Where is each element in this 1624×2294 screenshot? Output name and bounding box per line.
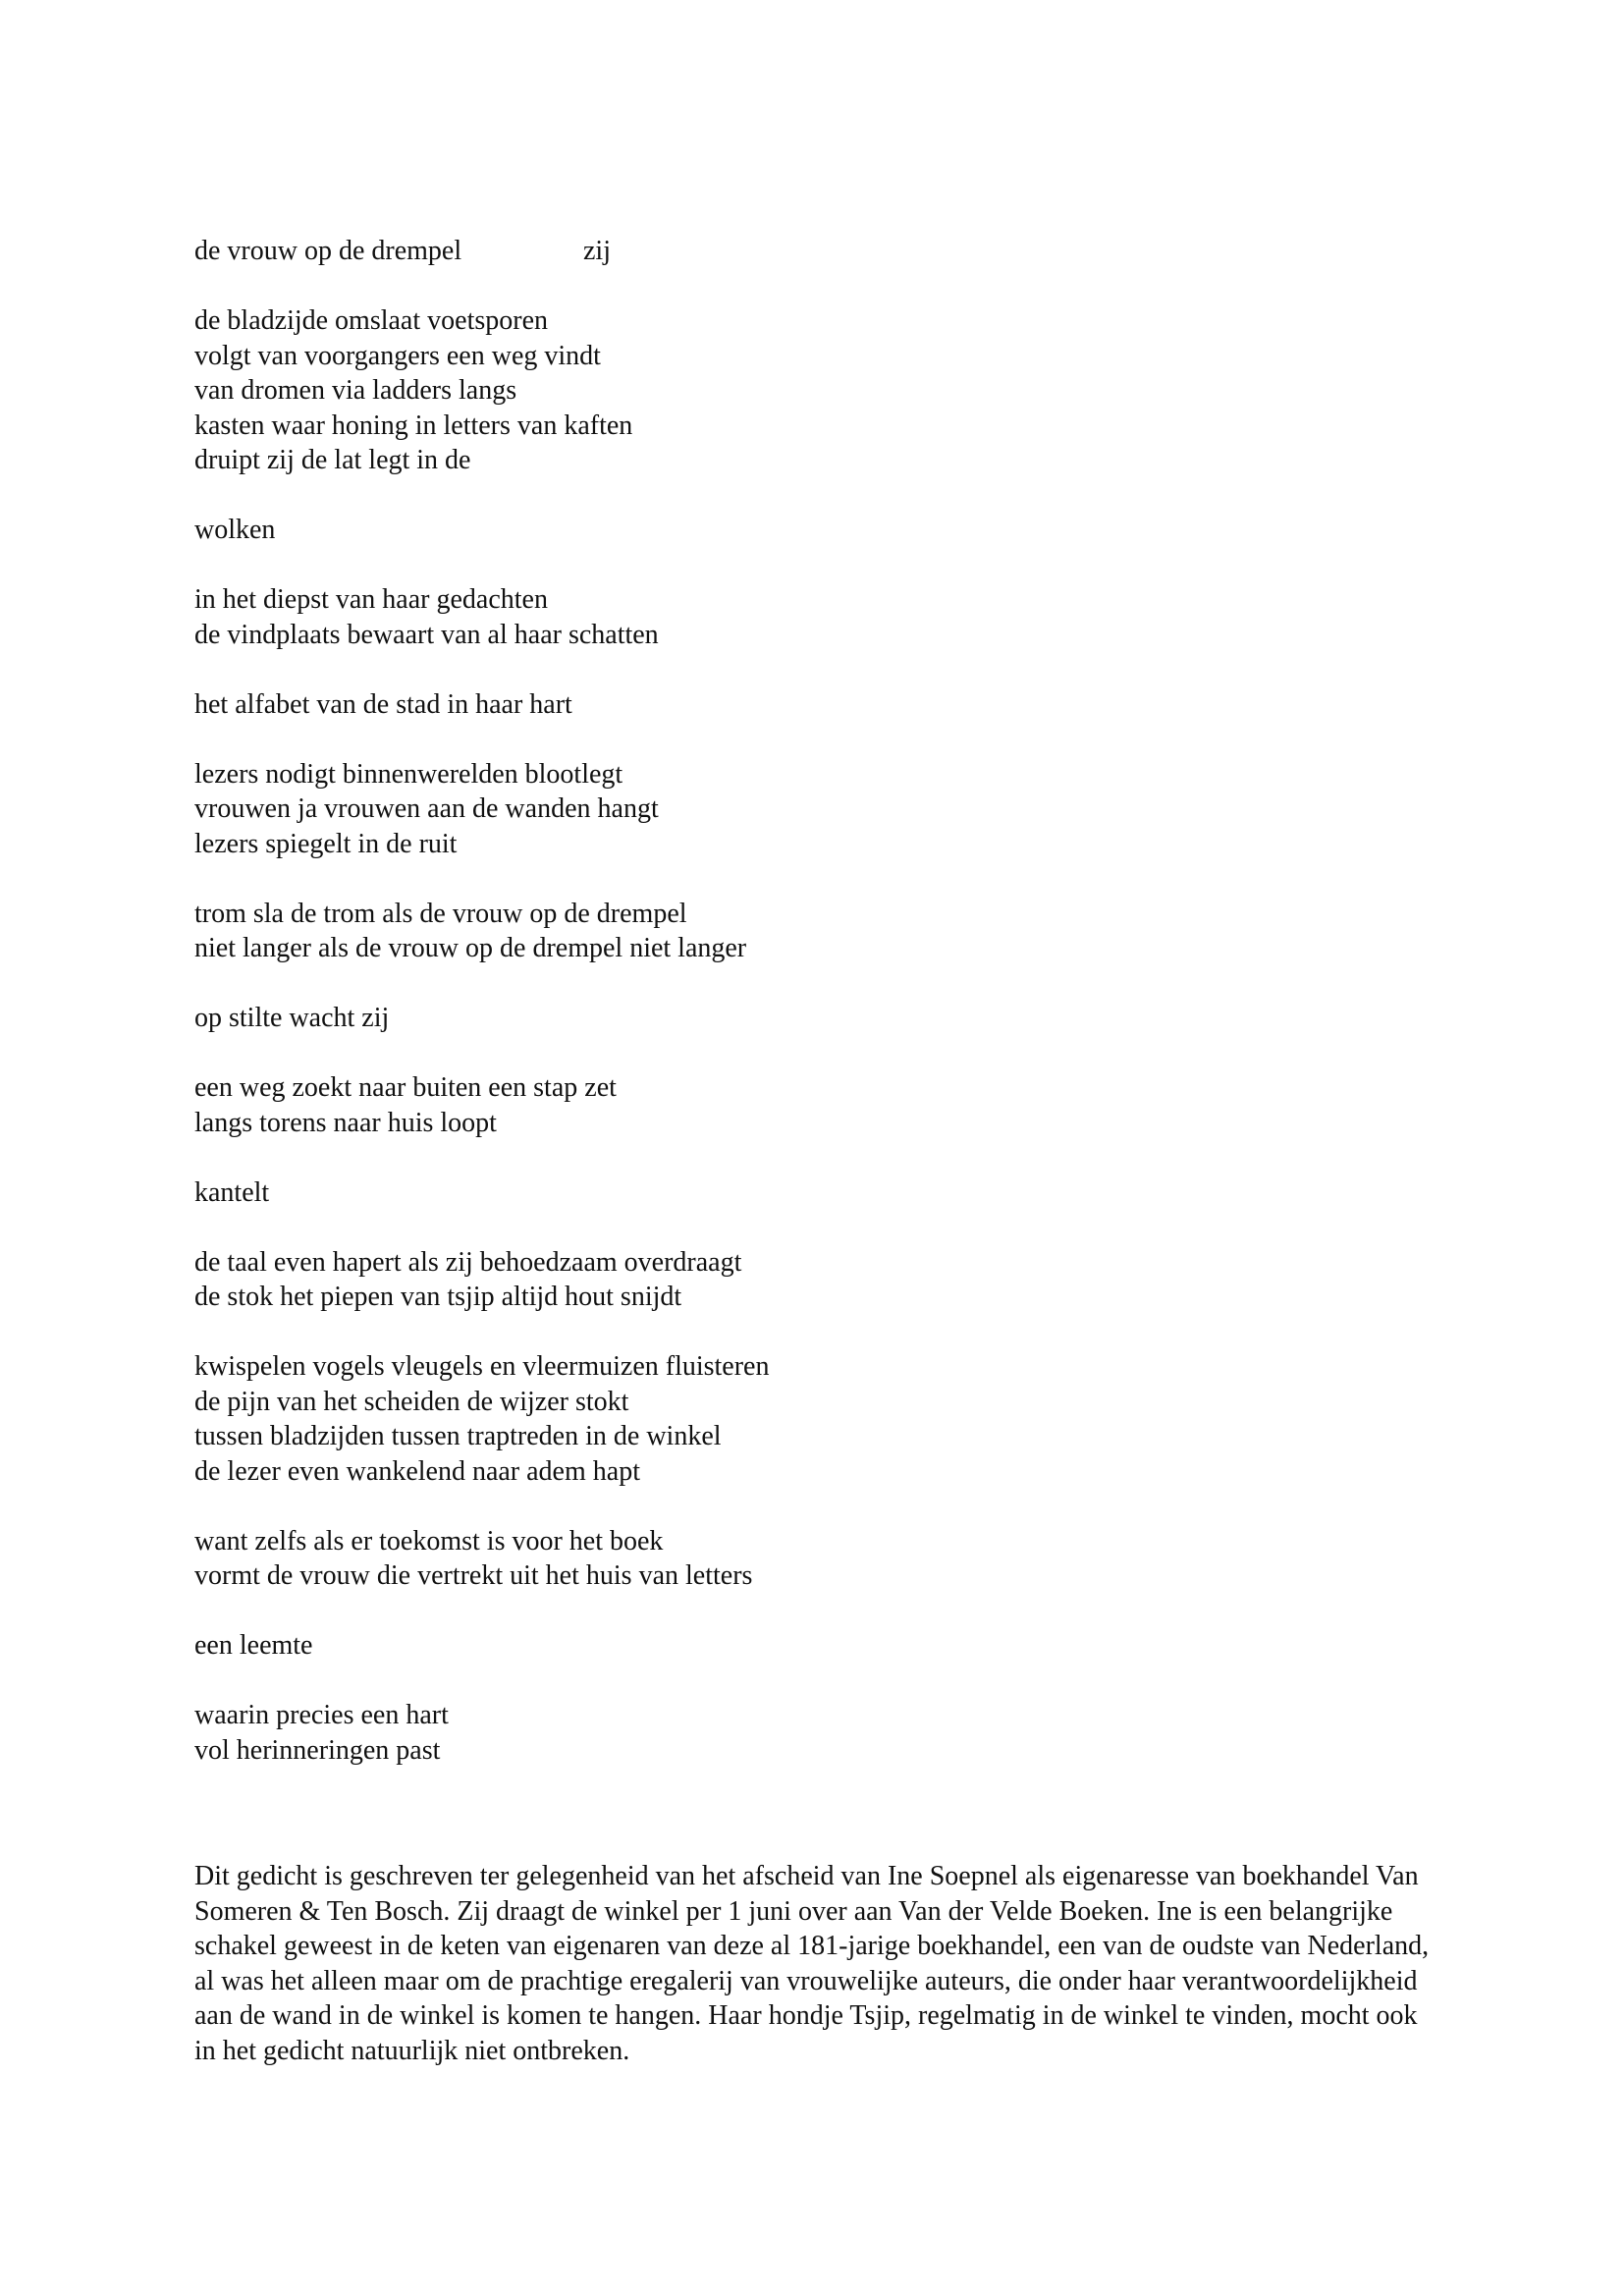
- poem-title-line: [194, 234, 1471, 269]
- stanza: [194, 1349, 1471, 1489]
- poem-line: tussen bladzijden tussen traptreden in de winkel: [194, 1421, 722, 1451]
- stanza: [194, 582, 1471, 652]
- poem-line: op stilte wacht zij: [194, 1003, 390, 1033]
- poem-line: druipt zij de lat legt in de: [194, 445, 471, 475]
- poem-line: de bladzijde omslaat voetsporen: [194, 305, 548, 336]
- stanza: [194, 897, 1471, 966]
- poem-line: een weg zoekt naar buiten een stap zet: [194, 1072, 617, 1103]
- poem-line: niet langer als de vrouw op de drempel niet langer: [194, 933, 747, 963]
- stanza: [194, 513, 1471, 548]
- poem-line: want zelfs als er toekomst is voor het boek: [194, 1525, 664, 1557]
- poem-line: kwispelen vogels vleugels en vleermuizen fluisteren: [194, 1351, 770, 1382]
- poem-line: langs torens naar huis loopt: [194, 1107, 497, 1138]
- poem-line: vormt de vrouw die vertrekt uit het huis van letters: [194, 1560, 753, 1591]
- poem-line: volgt van voorgangers een weg vindt: [194, 340, 601, 371]
- dedication-note: Dit gedicht is geschreven ter gelegenheid van het afscheid van Ine Soepnel als eigenaresse van boekhandel Van Someren & Ten Bosch. Zij draagt de winkel per 1 juni over aan Van der Velde Boeken. Ine is een belangrijke schakel geweest in de keten van eigenaren van deze al 181-jarige boekhandel, een van de oudste van Nederland, al was het alleen maar om de prachtige eregalerij van vrouwelijke auteurs, die onder haar verantwoordelijkheid aan de wand in de winkel is komen te hangen. Haar hondje Tsjip, regelmatig in de winkel te vinden, mocht ook in het gedicht natuurlijk niet ontbreken.: [194, 1861, 1430, 2066]
- poem-line: de stok het piepen van tsjip altijd hout snijdt: [194, 1282, 682, 1312]
- stanza: [194, 757, 1471, 862]
- stanza: [194, 687, 1471, 723]
- poem-line: vrouwen ja vrouwen aan de wanden hangt: [194, 793, 659, 824]
- poem-line: de taal even hapert als zij behoedzaam overdraagt: [194, 1246, 742, 1278]
- poem-line: lezers nodigt binnenwerelden blootlegt: [194, 758, 623, 790]
- poem-line: de pijn van het scheiden de wijzer stokt: [194, 1386, 629, 1417]
- stanza: [194, 303, 1471, 478]
- poem-title-aside: zij: [583, 236, 611, 266]
- stanza: [194, 1175, 1471, 1211]
- poem-line: trom sla de trom als de vrouw op de drempel: [194, 898, 687, 929]
- poem: [194, 234, 1471, 1768]
- poem-line: wolken: [194, 515, 276, 545]
- poem-line: kasten waar honing in letters van kaften: [194, 410, 633, 441]
- poem-title: de vrouw op de drempel: [194, 236, 462, 266]
- poem-line: een leemte: [194, 1630, 313, 1661]
- poem-line: vol herinneringen past: [194, 1734, 441, 1766]
- stanza: [194, 1070, 1471, 1140]
- poem-line: waarin precies een hart: [194, 1700, 449, 1730]
- poem-line: de lezer even wankelend naar adem hapt: [194, 1455, 640, 1487]
- stanza: [194, 1001, 1471, 1036]
- poem-line: het alfabet van de stad in haar hart: [194, 688, 572, 720]
- poem-line: in het diepst van haar gedachten: [194, 584, 548, 615]
- stanza: [194, 1628, 1471, 1664]
- poem-line: van dromen via ladders langs: [194, 375, 517, 406]
- poem-line: kantelt: [194, 1176, 270, 1208]
- poem-line: lezers spiegelt in de ruit: [194, 828, 458, 859]
- poem-line: de vindplaats bewaart van al haar schatten: [194, 619, 659, 650]
- stanza: [194, 1524, 1471, 1594]
- stanza: [194, 1245, 1471, 1315]
- stanza: [194, 1698, 1471, 1768]
